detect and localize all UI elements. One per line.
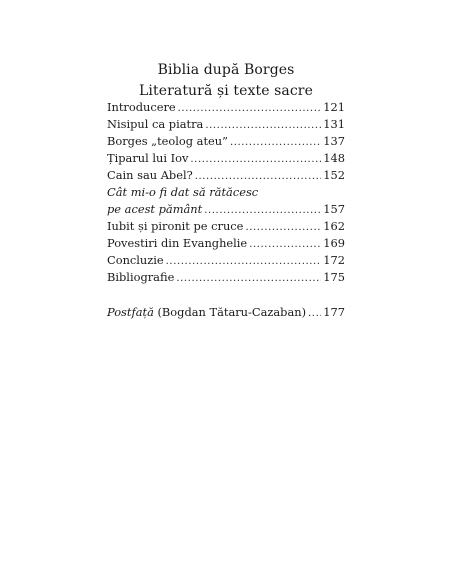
toc-entry-page: 172: [323, 253, 345, 267]
dot-leader: [249, 236, 321, 253]
book-subtitle: Literatură și texte sacre: [139, 83, 313, 99]
toc-entry: [107, 99, 345, 116]
toc-entry-page: 169: [323, 236, 345, 250]
toc-entry-page: 137: [323, 134, 345, 148]
toc-entry: [107, 218, 345, 235]
toc-entry-label: Concluzie: [107, 253, 164, 267]
section-gap: [107, 286, 345, 304]
postface-label: [107, 304, 306, 321]
dot-leader: [195, 168, 322, 185]
toc-entry: [107, 201, 345, 218]
table-of-contents: [107, 99, 345, 321]
toc-entry-label: Bibliografie: [107, 270, 175, 284]
toc-entry-page: 152: [323, 168, 345, 182]
dot-leader: [308, 305, 321, 322]
postface-label-italic: Postfață: [107, 305, 154, 319]
toc-entry: [107, 235, 345, 252]
toc-entry-page: 121: [323, 100, 345, 114]
toc-entry-page: 177: [323, 305, 345, 319]
dot-leader: [245, 219, 321, 236]
toc-entry: [107, 133, 345, 150]
title-block: [0, 60, 452, 102]
dot-leader: [204, 202, 321, 219]
dot-leader: [230, 134, 321, 151]
toc-entry-label: Borges „teolog ateu”: [107, 134, 228, 148]
postface-author: (Bogdan Tătaru-Cazaban): [153, 305, 307, 319]
toc-entry-postface: [107, 304, 345, 321]
toc-entry-page: 162: [323, 219, 345, 233]
dot-leader: [205, 117, 321, 134]
toc-entry-label: Cain sau Abel?: [107, 168, 193, 182]
toc-entry: [107, 167, 345, 184]
toc-entry: [107, 150, 345, 167]
toc-entry: [107, 116, 345, 133]
toc-entry-page: 148: [323, 151, 345, 165]
toc-entry-label: Nisipul ca piatra: [107, 117, 204, 131]
dot-leader: [178, 100, 322, 117]
dot-leader: [176, 270, 321, 287]
toc-entry-label: Introducere: [107, 100, 176, 114]
toc-entry: [107, 252, 345, 269]
toc-entry-page: 157: [323, 202, 345, 216]
dot-leader: [190, 151, 321, 168]
toc-entry-label-continued: pe acest pământ: [107, 202, 203, 216]
dot-leader: [166, 253, 322, 270]
book-title: Biblia după Borges: [157, 62, 295, 78]
toc-entry: [107, 269, 345, 286]
toc-entry-label: Povestiri din Evanghelie: [107, 236, 248, 250]
toc-entry-page: 175: [323, 270, 345, 284]
toc-entry-label: Iubit și pironit pe cruce: [107, 219, 244, 233]
toc-entry-first-line: [107, 184, 345, 201]
toc-entry-label: Țiparul lui Iov: [107, 151, 189, 165]
toc-entry-page: 131: [323, 117, 345, 131]
toc-entry-label: Cât mi-o fi dat să rătăcesc: [107, 185, 259, 199]
